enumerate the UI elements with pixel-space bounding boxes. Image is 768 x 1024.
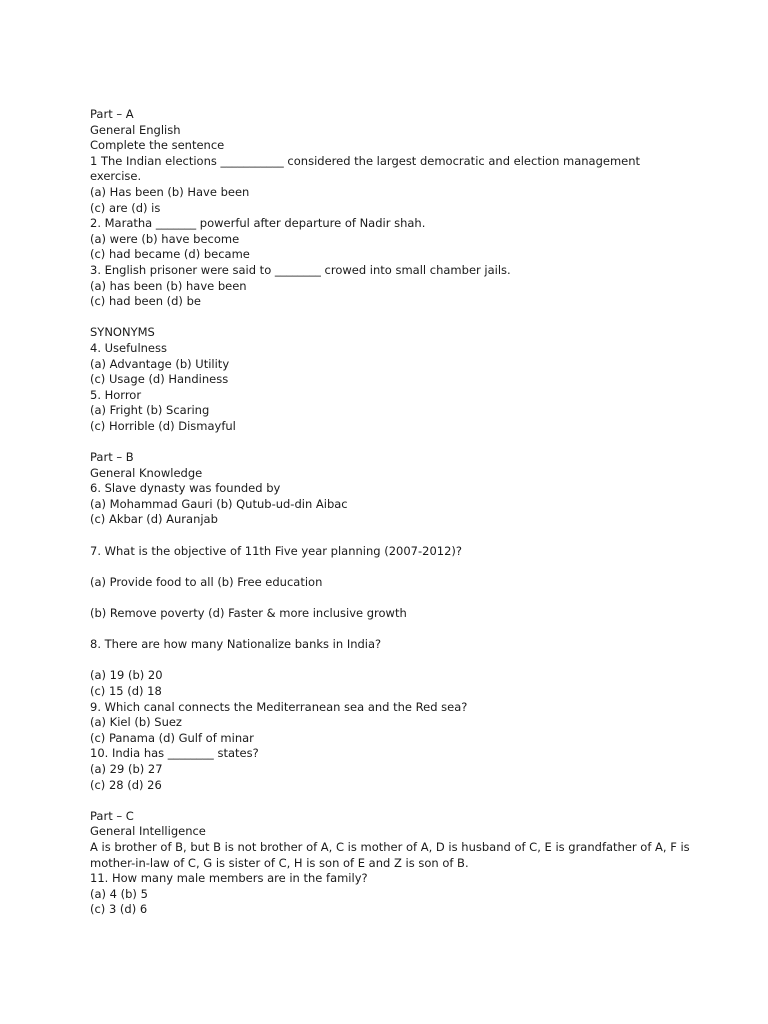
answer-options: (c) 28 (d) 26 [90, 777, 162, 792]
answer-options: (c) Horrible (d) Dismayful [90, 418, 236, 433]
answer-options: (a) has been (b) have been [90, 278, 247, 293]
spacer [90, 590, 750, 606]
answer-options: (b) Remove poverty (d) Faster & more inclusive growth [90, 606, 407, 620]
question-text: 6. Slave dynasty was founded by [90, 481, 281, 496]
question-text: 4. Usefulness [90, 340, 167, 355]
question-text: 8. There are how many Nationalize banks in India? [90, 637, 382, 652]
section-heading-part-a: Part – A [90, 107, 134, 121]
spacer [90, 793, 750, 809]
question-text: 5. Horror [90, 387, 142, 402]
section-subheading: General English [90, 122, 181, 137]
section-subheading: General Intelligence [90, 824, 206, 839]
answer-options: (a) Fright (b) Scaring [90, 403, 210, 418]
question-text: 3. English prisoner were said to ________ crowed into small chamber jails. [90, 262, 511, 277]
section-subheading: SYNONYMS [90, 325, 155, 340]
question-text: mother-in-law of C, G is sister of C, H is son of E and Z is son of B. [90, 855, 469, 870]
answer-options: (c) Akbar (d) Auranjab [90, 512, 218, 527]
section-heading-part-c: Part – C [90, 808, 134, 823]
answer-options: (c) had been (d) be [90, 294, 201, 309]
answer-options: (c) had became (d) became [90, 247, 250, 262]
question-text: 7. What is the objective of 11th Five year planning (2007-2012)? [90, 543, 463, 558]
instruction-text: Complete the sentence [90, 138, 225, 153]
answer-options: (a) Provide food to all (b) Free education [90, 574, 323, 589]
answer-options: (a) 29 (b) 27 [90, 761, 163, 776]
answer-options: (a) Kiel (b) Suez [90, 715, 182, 730]
question-text: 2. Maratha _______ powerful after departure of Nadir shah. [90, 216, 426, 231]
answer-options: (c) 15 (d) 18 [90, 683, 162, 698]
answer-options: (c) Usage (d) Handiness [90, 372, 229, 387]
spacer [90, 528, 750, 544]
spacer [90, 653, 750, 669]
answer-options: (a) Advantage (b) Utility [90, 356, 230, 371]
question-text: 1 The Indian elections ___________ considered the largest democratic and election management [90, 153, 641, 168]
section-heading-part-b: Part – B [90, 450, 134, 465]
section-subheading: General Knowledge [90, 465, 203, 480]
spacer [90, 622, 750, 638]
answer-options: (c) Panama (d) Gulf of minar [90, 730, 254, 745]
question-text: A is brother of B, but B is not brother of A, C is mother of A, D is husband of C, E is grandfather of A, F is [90, 839, 690, 854]
spacer [90, 310, 750, 326]
spacer [90, 434, 750, 450]
question-text: 9. Which canal connects the Mediterranean sea and the Red sea? [90, 699, 468, 714]
answer-options: (a) were (b) have become [90, 231, 240, 246]
spacer [90, 559, 750, 575]
document-page [90, 107, 750, 918]
question-text: exercise. [90, 169, 142, 184]
answer-options: (a) 19 (b) 20 [90, 668, 163, 683]
answer-options: (a) Has been (b) Have been [90, 184, 250, 199]
answer-options: (a) Mohammad Gauri (b) Qutub-ud-din Aibac [90, 496, 348, 511]
answer-options: (c) are (d) is [90, 200, 161, 215]
question-text: 10. India has ________ states? [90, 746, 259, 761]
question-text: 11. How many male members are in the family? [90, 871, 368, 886]
answer-options: (a) 4 (b) 5 [90, 886, 148, 901]
answer-options: (c) 3 (d) 6 [90, 902, 148, 917]
